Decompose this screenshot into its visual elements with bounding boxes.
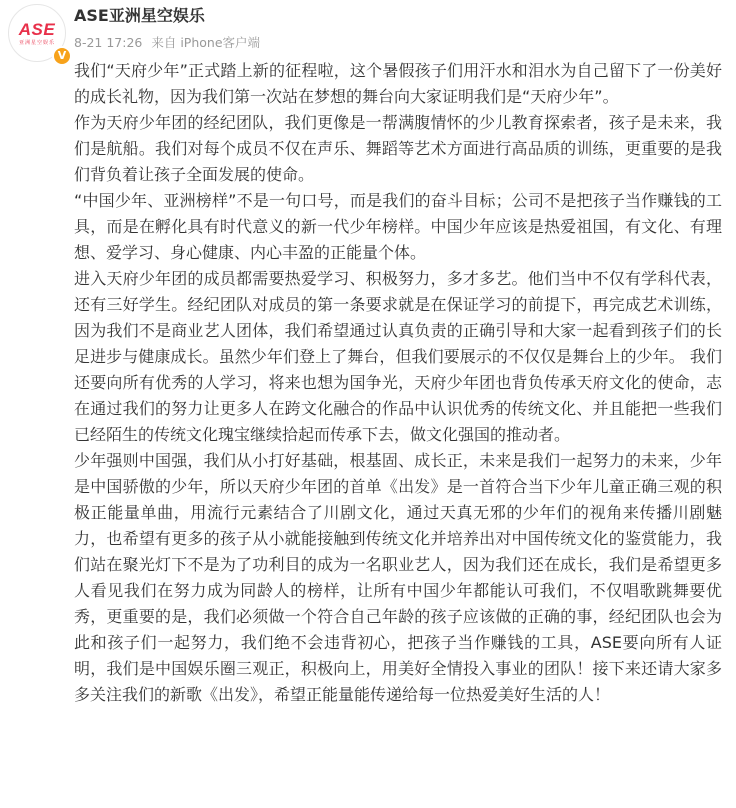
post-paragraph: “中国少年、亚洲榜样”不是一句口号，而是我们的奋斗目标；公司不是把孩子当作赚钱的工具，而是在孵化具有时代意义的新一代少年榜样。中国少年应该是热爱祖国，有文化、有理想、爱学习、身心健康、内心丰盈的正能量个体。 [74,191,722,262]
post-paragraph: 进入天府少年团的成员都需要热爱学习、积极努力，多才多艺。他们当中不仅有学科代表，还有三好学生。经纪团队对成员的第一条要求就是在保证学习的前提下，再完成艺术训练，因为我们不是商业艺人团体，我们希望通过认真负责的正确引导和大家一起看到孩子们的长足进步与健康成长。虽然少年们登上了舞台，但我们要展示的不仅仅是舞台上的少年。 我们还要向所有优秀的人学习，将来也想为国争光，天府少年团也背负传承天府文化的使命，志在通过我们的努力让更多人在跨文化融合的作品中认识优秀的传统文化、并且能把一些我们已经陌生的传统文化瑰宝继续拾起而传承下去，做文化强国的推动者。 [74,269,722,444]
post-timestamp[interactable]: 8-21 17:26 [74,35,143,50]
avatar-logo-subtitle: 亚洲星空娱乐 [18,39,55,46]
avatar-logo: ASE [18,19,56,39]
account-name[interactable]: ASE亚洲星空娱乐 [74,6,205,25]
post-meta [74,35,265,51]
post-paragraph: 作为天府少年团的经纪团队，我们更像是一帮满腹情怀的少儿教育探索者，孩子是未来，我们是航船。我们对每个成员不仅在声乐、舞蹈等艺术方面进行高品质的训练，更重要的是我们背负着让孩子全面发展的使命。 [74,113,722,184]
post-source: 来自 iPhone客户端 [151,35,261,50]
post-content [74,58,722,708]
post-paragraph: 少年强则中国强，我们从小打好基础，根基固、成长正，未来是我们一起努力的未来，少年是中国骄傲的少年，所以天府少年团的首单《出发》是一首符合当下少年儿童正确三观的积极正能量单曲，用流行元素结合了川剧文化，通过天真无邪的少年们的视角来传播川剧魅力，也希望有更多的孩子从小就能接触到传统文化并培养出对中国传统文化的鉴赏能力，我们站在聚光灯下不是为了功利目的成为一名职业艺人，因为我们还在成长，我们是希望更多人看见我们在努力成为同龄人的榜样，让所有中国少年都能认可我们，不仅唱歌跳舞要优秀，更重要的是，我们必须做一个符合自己年龄的孩子应该做的正确的事，经纪团队也会为此和孩子们一起努力，我们绝不会违背初心，把孩子当作赚钱的工具，ASE要向所有人证明，我们是中国娱乐圈三观正，积极向上，用美好全情投入事业的团队！接下来还请大家多多关注我们的新歌《出发》，希望正能量能传递给每一位热爱美好生活的人！ [74,451,722,704]
post-paragraph: 我们“天府少年”正式踏上新的征程啦，这个暑假孩子们用汗水和泪水为自己留下了一份美好的成长礼物，因为我们第一次站在梦想的舞台向大家证明我们是“天府少年”。 [74,61,722,106]
avatar-container[interactable] [8,4,66,62]
verified-badge-icon: V [52,46,72,66]
